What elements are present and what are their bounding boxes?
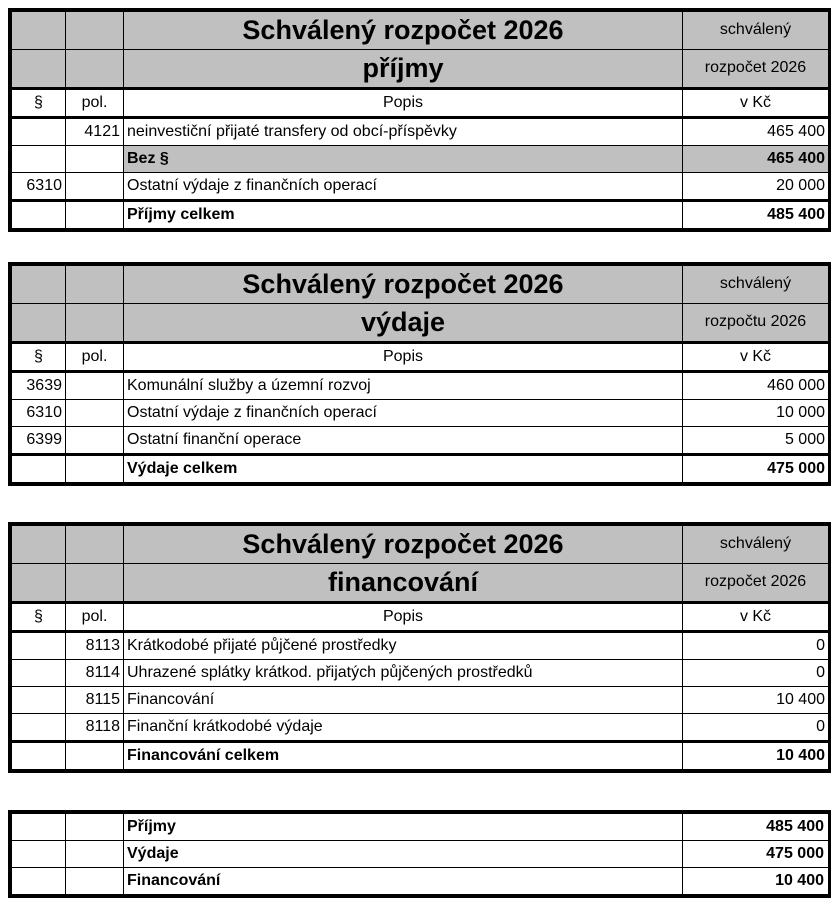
table-row bbox=[12, 372, 829, 400]
column-header-row bbox=[12, 603, 829, 632]
table-row bbox=[12, 714, 829, 742]
cell-item bbox=[66, 841, 124, 868]
summary-row-financovani bbox=[12, 868, 829, 895]
column-header-description: Popis bbox=[124, 603, 683, 632]
table-row bbox=[12, 687, 829, 714]
cell-amount: 5 000 bbox=[683, 427, 829, 455]
table-row bbox=[12, 400, 829, 427]
column-header-amount: v Kč bbox=[683, 89, 829, 118]
cell-item bbox=[66, 742, 124, 770]
cell-item bbox=[66, 868, 124, 895]
cell-description: Ostatní výdaje z finančních operací bbox=[124, 400, 683, 427]
table-header-title-row bbox=[12, 266, 829, 304]
cell-description: Financování bbox=[124, 687, 683, 714]
cell-paragraph bbox=[12, 146, 66, 173]
cell-amount: 485 400 bbox=[683, 814, 829, 841]
header-blank-item bbox=[66, 526, 124, 564]
header-blank-paragraph bbox=[12, 304, 66, 343]
summary-row-prijmy bbox=[12, 814, 829, 841]
cell-description: Uhrazené splátky krátkod. přijatých půjčených prostředků bbox=[124, 660, 683, 687]
cell-item: 4121 bbox=[66, 118, 124, 146]
cell-item: 8115 bbox=[66, 687, 124, 714]
column-header-item: pol. bbox=[66, 603, 124, 632]
header-blank-paragraph bbox=[12, 564, 66, 603]
budget-table bbox=[11, 265, 829, 483]
column-header-description: Popis bbox=[124, 343, 683, 372]
table-header-title-row bbox=[12, 526, 829, 564]
cell-paragraph bbox=[12, 632, 66, 660]
cell-amount: 0 bbox=[683, 632, 829, 660]
header-blank-item bbox=[66, 266, 124, 304]
cell-item bbox=[66, 814, 124, 841]
summary-row-vydaje bbox=[12, 841, 829, 868]
header-blank-item bbox=[66, 564, 124, 603]
cell-paragraph: 3639 bbox=[12, 372, 66, 400]
cell-amount: 10 000 bbox=[683, 400, 829, 427]
cell-description: Krátkodobé přijaté půjčené prostředky bbox=[124, 632, 683, 660]
cell-description: Bez § bbox=[124, 146, 683, 173]
table-amount-header-line2: rozpočtu 2026 bbox=[683, 304, 829, 343]
cell-item bbox=[66, 372, 124, 400]
table-title: Schválený rozpočet 2026 bbox=[124, 12, 683, 50]
table-amount-header-line1: schválený bbox=[683, 266, 829, 304]
table-amount-header-line2: rozpočet 2026 bbox=[683, 50, 829, 89]
table-title: Schválený rozpočet 2026 bbox=[124, 526, 683, 564]
column-header-amount: v Kč bbox=[683, 343, 829, 372]
cell-paragraph bbox=[12, 714, 66, 742]
cell-description: Ostatní výdaje z finančních operací bbox=[124, 173, 683, 201]
table-header-subtitle-row bbox=[12, 50, 829, 89]
table-header-subtitle-row bbox=[12, 304, 829, 343]
cell-paragraph: 6310 bbox=[12, 173, 66, 201]
cell-description: Příjmy bbox=[124, 814, 683, 841]
table-row bbox=[12, 632, 829, 660]
cell-item: 8118 bbox=[66, 714, 124, 742]
cell-item bbox=[66, 455, 124, 483]
summary-table bbox=[11, 813, 829, 895]
cell-description: Financování celkem bbox=[124, 742, 683, 770]
budget-table-financovani bbox=[8, 522, 831, 773]
column-header-amount: v Kč bbox=[683, 603, 829, 632]
cell-amount: 10 400 bbox=[683, 742, 829, 770]
cell-item bbox=[66, 400, 124, 427]
table-row-total bbox=[12, 742, 829, 770]
header-blank-paragraph bbox=[12, 12, 66, 50]
cell-amount: 465 400 bbox=[683, 146, 829, 173]
cell-description: Komunální služby a územní rozvoj bbox=[124, 372, 683, 400]
cell-amount: 465 400 bbox=[683, 118, 829, 146]
cell-item bbox=[66, 201, 124, 229]
cell-item bbox=[66, 427, 124, 455]
header-blank-paragraph bbox=[12, 266, 66, 304]
cell-description: Ostatní finanční operace bbox=[124, 427, 683, 455]
column-header-row bbox=[12, 89, 829, 118]
cell-description: neinvestiční přijaté transfery od obcí-příspěvky bbox=[124, 118, 683, 146]
cell-amount: 0 bbox=[683, 714, 829, 742]
table-row-total bbox=[12, 201, 829, 229]
cell-paragraph bbox=[12, 687, 66, 714]
cell-paragraph bbox=[12, 660, 66, 687]
header-blank-paragraph bbox=[12, 50, 66, 89]
table-amount-header-line1: schválený bbox=[683, 12, 829, 50]
header-blank-item bbox=[66, 12, 124, 50]
header-blank-item bbox=[66, 304, 124, 343]
column-header-item: pol. bbox=[66, 89, 124, 118]
cell-amount: 0 bbox=[683, 660, 829, 687]
table-row-total bbox=[12, 455, 829, 483]
column-header-item: pol. bbox=[66, 343, 124, 372]
table-row bbox=[12, 427, 829, 455]
table-header-subtitle-row bbox=[12, 564, 829, 603]
cell-item bbox=[66, 173, 124, 201]
cell-item bbox=[66, 146, 124, 173]
cell-amount: 475 000 bbox=[683, 455, 829, 483]
cell-description: Finanční krátkodobé výdaje bbox=[124, 714, 683, 742]
header-blank-paragraph bbox=[12, 526, 66, 564]
cell-paragraph bbox=[12, 455, 66, 483]
table-amount-header-line2: rozpočet 2026 bbox=[683, 564, 829, 603]
table-row bbox=[12, 173, 829, 201]
cell-amount: 475 000 bbox=[683, 841, 829, 868]
cell-item: 8114 bbox=[66, 660, 124, 687]
column-header-paragraph: § bbox=[12, 603, 66, 632]
cell-paragraph bbox=[12, 841, 66, 868]
table-header-title-row bbox=[12, 12, 829, 50]
budget-summary-table bbox=[8, 810, 831, 898]
budget-table-prijmy bbox=[8, 8, 831, 232]
cell-amount: 20 000 bbox=[683, 173, 829, 201]
cell-paragraph bbox=[12, 814, 66, 841]
table-row bbox=[12, 660, 829, 687]
budget-table bbox=[11, 525, 829, 770]
table-title: Schválený rozpočet 2026 bbox=[124, 266, 683, 304]
budget-table-vydaje bbox=[8, 262, 831, 486]
cell-paragraph: 6310 bbox=[12, 400, 66, 427]
table-row bbox=[12, 118, 829, 146]
cell-paragraph bbox=[12, 742, 66, 770]
column-header-paragraph: § bbox=[12, 343, 66, 372]
cell-item: 8113 bbox=[66, 632, 124, 660]
table-subtitle: výdaje bbox=[124, 304, 683, 343]
cell-amount: 460 000 bbox=[683, 372, 829, 400]
cell-paragraph: 6399 bbox=[12, 427, 66, 455]
cell-amount: 485 400 bbox=[683, 201, 829, 229]
cell-paragraph bbox=[12, 201, 66, 229]
cell-paragraph bbox=[12, 118, 66, 146]
cell-description: Výdaje celkem bbox=[124, 455, 683, 483]
cell-paragraph bbox=[12, 868, 66, 895]
cell-amount: 10 400 bbox=[683, 868, 829, 895]
cell-description: Financování bbox=[124, 868, 683, 895]
cell-description: Výdaje bbox=[124, 841, 683, 868]
column-header-row bbox=[12, 343, 829, 372]
table-subtitle: financování bbox=[124, 564, 683, 603]
table-amount-header-line1: schválený bbox=[683, 526, 829, 564]
cell-amount: 10 400 bbox=[683, 687, 829, 714]
table-row-subtotal bbox=[12, 146, 829, 173]
column-header-description: Popis bbox=[124, 89, 683, 118]
header-blank-item bbox=[66, 50, 124, 89]
column-header-paragraph: § bbox=[12, 89, 66, 118]
budget-table bbox=[11, 11, 829, 229]
table-subtitle: příjmy bbox=[124, 50, 683, 89]
cell-description: Příjmy celkem bbox=[124, 201, 683, 229]
